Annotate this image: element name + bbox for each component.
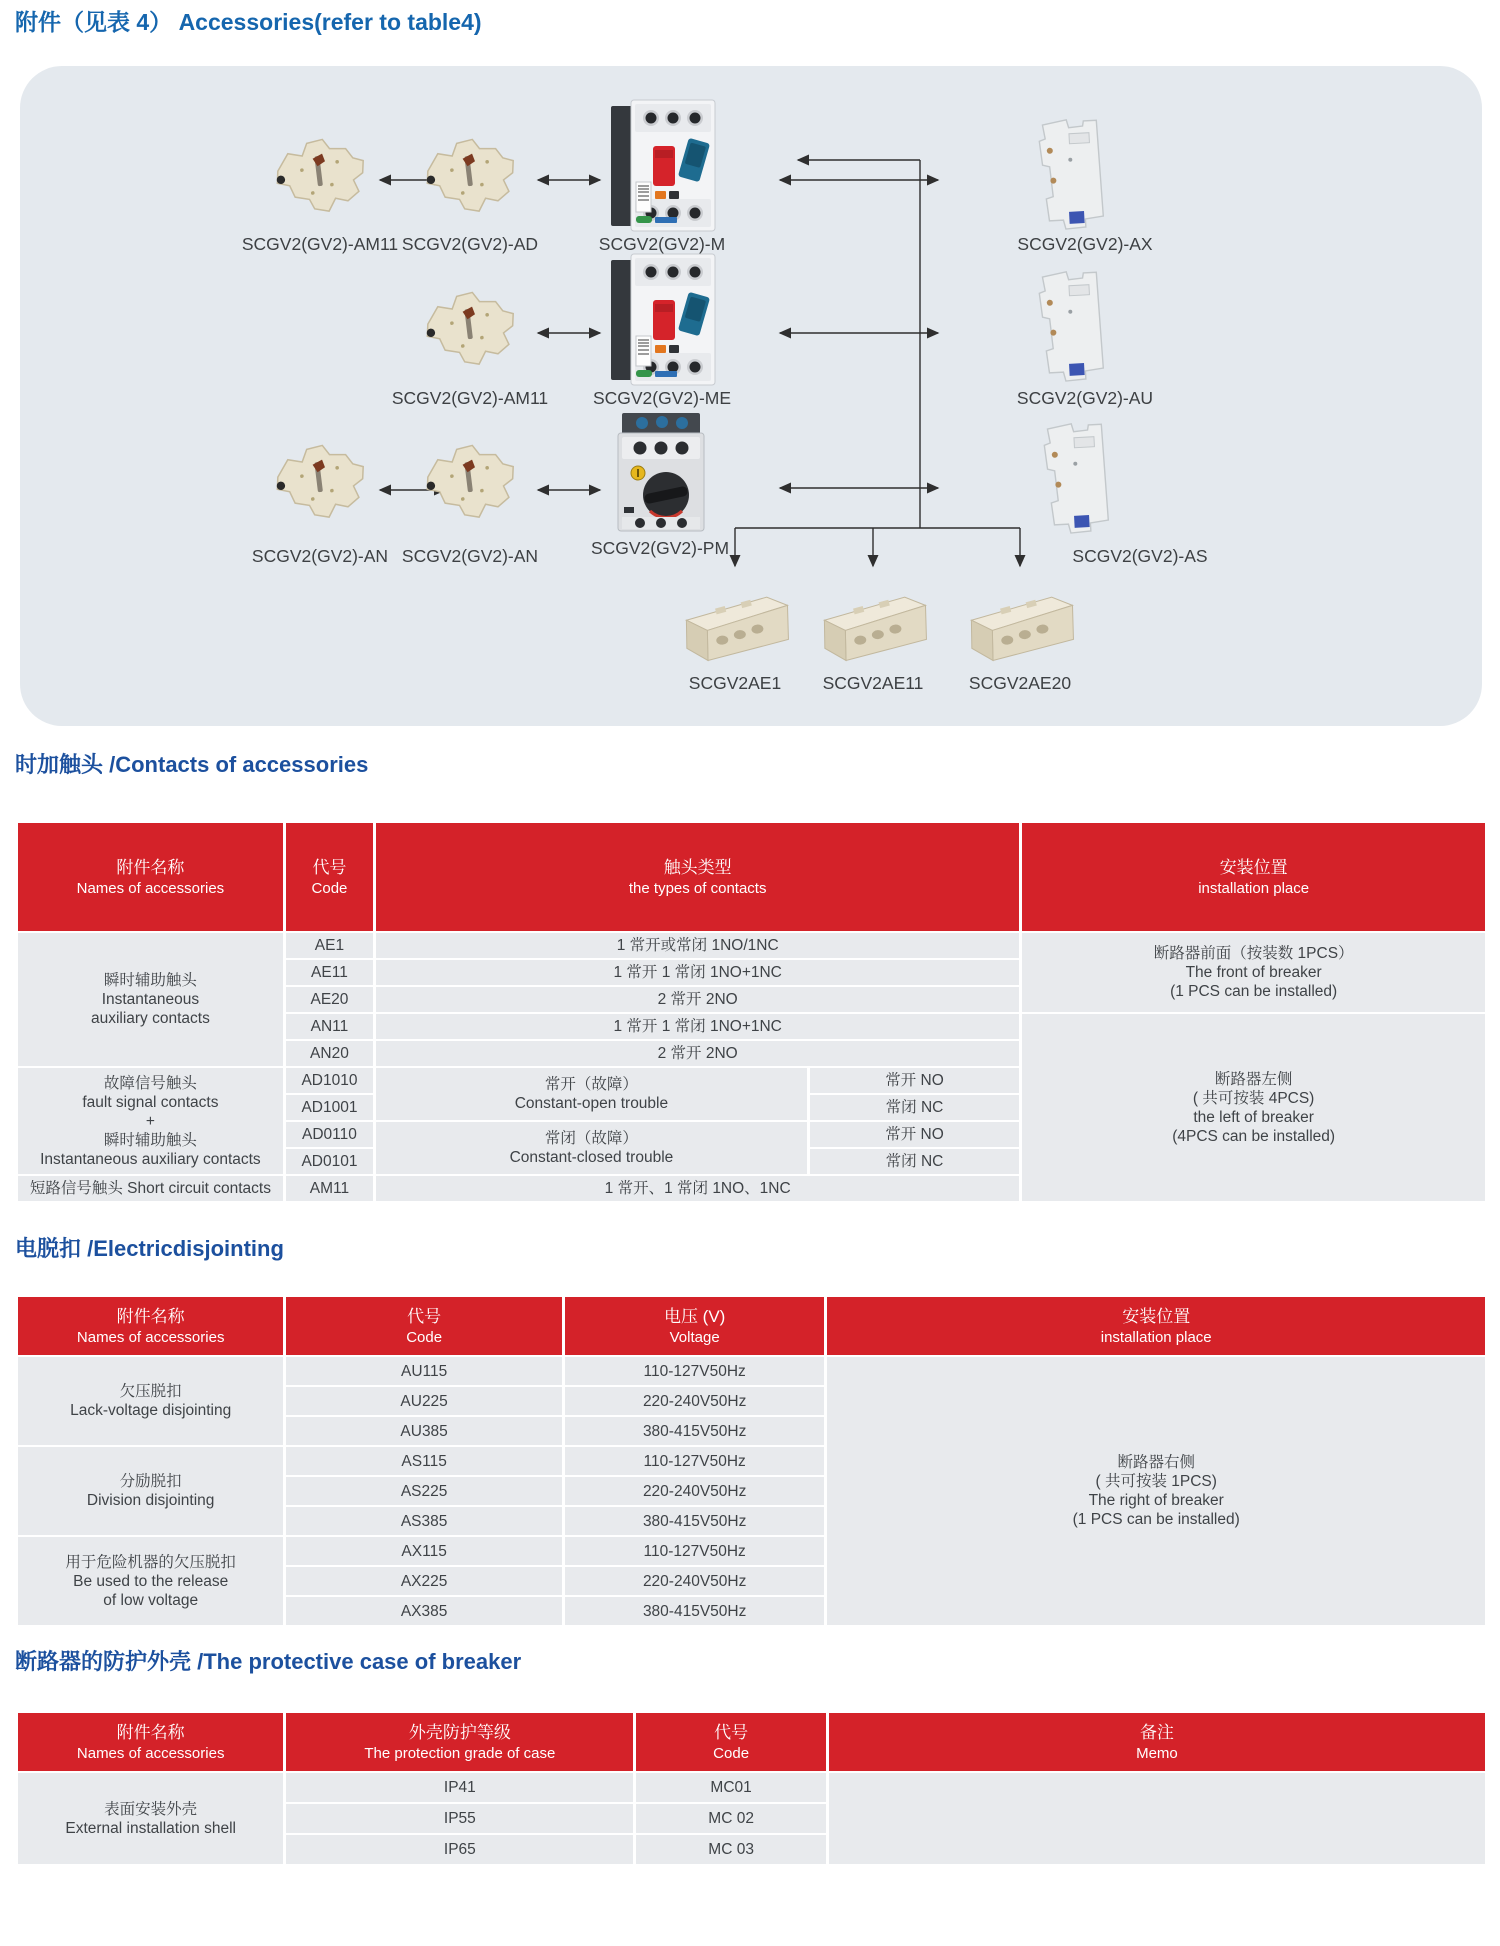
contact-type-cell: 常开 NO: [810, 1068, 1020, 1093]
code-cell: AN11: [286, 1014, 373, 1039]
column-header: 附件名称 Names of accessories: [18, 823, 283, 931]
code-cell: AM11: [286, 1176, 373, 1201]
device-label: SCGV2AE1: [688, 673, 782, 693]
device-scgv2-an-1: [261, 434, 379, 534]
device-scgv2-am11-row1: [261, 128, 379, 228]
voltage-cell: 110-127V50Hz: [565, 1357, 825, 1385]
device-scgv2-an-2: [411, 434, 529, 534]
code-cell: AE11: [286, 960, 373, 985]
accessory-name-cell: 分励脱扣 Division disjointing: [18, 1447, 283, 1535]
voltage-cell: 220-240V50Hz: [565, 1477, 825, 1505]
device-label: SCGV2(GV2)-AS: [1072, 546, 1208, 566]
contact-type-cell: 1 常开、1 常闭 1NO、1NC: [376, 1176, 1019, 1201]
contact-type-cell: 常开 NO: [810, 1122, 1020, 1147]
code-cell: AS225: [286, 1477, 562, 1505]
code-cell: AU385: [286, 1417, 562, 1445]
device-label: SCGV2AE11: [822, 673, 924, 693]
column-header: 电压 (V) Voltage: [565, 1297, 825, 1355]
code-cell: AE20: [286, 987, 373, 1012]
device-label: SCGV2(GV2)-PM: [590, 538, 730, 558]
device-scgv2ae20: [958, 586, 1083, 664]
voltage-cell: 220-240V50Hz: [565, 1387, 825, 1415]
code-cell: AU225: [286, 1387, 562, 1415]
code-cell: AE1: [286, 933, 373, 958]
section-title: 断路器的防护外壳 /The protective case of breaker: [15, 1649, 522, 1674]
contact-type-cell: 常闭 NC: [810, 1149, 1020, 1174]
code-cell: AX115: [286, 1537, 562, 1565]
installation-place-cell: 断路器前面（按装数 1PCS） The front of breaker (1 PCS can be installed): [1022, 933, 1485, 1012]
code-cell: MC01: [636, 1773, 826, 1802]
column-header: 代号 Code: [636, 1713, 826, 1771]
voltage-cell: 380-415V50Hz: [565, 1507, 825, 1535]
grade-cell: IP55: [286, 1804, 633, 1833]
device-scgv2-ad: [411, 128, 529, 228]
code-cell: AX385: [286, 1597, 562, 1625]
column-header: 触头类型 the types of contacts: [376, 823, 1019, 931]
page-title: 附件（见表 4） Accessories(refer to table4): [15, 9, 482, 35]
code-cell: MC 03: [636, 1835, 826, 1864]
voltage-cell: 110-127V50Hz: [565, 1537, 825, 1565]
contact-type-cell: 2 常开 2NO: [376, 987, 1019, 1012]
device-label: SCGV2(GV2)-AM11: [241, 234, 399, 254]
device-scgv2-pm: [608, 411, 713, 536]
accessories-diagram: [20, 66, 1482, 726]
code-cell: AU115: [286, 1357, 562, 1385]
accessory-name-cell: 用于危险机器的欠压脱扣 Be used to the release of low voltage: [18, 1537, 283, 1625]
device-label: SCGV2(GV2)-ME: [592, 388, 732, 408]
column-header: 外壳防护等级 The protection grade of case: [286, 1713, 633, 1771]
accessory-name-cell: 故障信号触头 fault signal contacts + 瞬时辅助触头 Instantaneous auxiliary contacts: [18, 1068, 283, 1174]
device-scgv2-as: [1024, 418, 1116, 536]
grade-cell: IP65: [286, 1835, 633, 1864]
column-header: 附件名称 Names of accessories: [18, 1297, 283, 1355]
accessory-name-cell: 瞬时辅助触头 Instantaneous auxiliary contacts: [18, 933, 283, 1066]
accessory-name-cell: 短路信号触头 Short circuit contacts: [18, 1176, 283, 1201]
column-header: 安装位置 installation place: [827, 1297, 1485, 1355]
device-label: SCGV2AE20: [968, 673, 1072, 693]
installation-place-cell: 断路器左侧 ( 共可按装 4PCS) the left of breaker (4PCS can be installed): [1022, 1014, 1485, 1201]
voltage-cell: 220-240V50Hz: [565, 1567, 825, 1595]
device-scgv2-me: [605, 252, 720, 387]
accessory-name-cell: 欠压脱扣 Lack-voltage disjointing: [18, 1357, 283, 1445]
voltage-cell: 110-127V50Hz: [565, 1447, 825, 1475]
grade-cell: IP41: [286, 1773, 633, 1802]
accessory-name-cell: 表面安装外壳 External installation shell: [18, 1773, 283, 1864]
contact-type-cell: 1 常开 1 常闭 1NO+1NC: [376, 960, 1019, 985]
code-cell: AS115: [286, 1447, 562, 1475]
column-header: 附件名称 Names of accessories: [18, 1713, 283, 1771]
device-scgv2-ax: [1019, 114, 1111, 232]
device-scgv2-am11-row2: [411, 281, 529, 381]
memo-cell: [829, 1773, 1485, 1864]
device-label: SCGV2(GV2)-AM11: [391, 388, 549, 408]
section-title: 时加触头 /Contacts of accessories: [15, 752, 369, 777]
contact-type-cell: 2 常开 2NO: [376, 1041, 1019, 1066]
contacts-table: [15, 821, 1488, 1203]
contact-type-cell: 常开（故障） Constant-open trouble: [376, 1068, 807, 1120]
voltage-cell: 380-415V50Hz: [565, 1597, 825, 1625]
code-cell: MC 02: [636, 1804, 826, 1833]
device-label: SCGV2(GV2)-AU: [1016, 388, 1154, 408]
device-label: SCGV2(GV2)-AN: [401, 546, 539, 566]
device-scgv2ae1: [673, 586, 798, 664]
protective-case-table: [15, 1711, 1488, 1866]
code-cell: AS385: [286, 1507, 562, 1535]
installation-place-cell: 断路器右侧 ( 共可按装 1PCS) The right of breaker (1 PCS can be installed): [827, 1357, 1485, 1625]
device-scgv2-m: [605, 98, 720, 233]
code-cell: AN20: [286, 1041, 373, 1066]
code-cell: AD1001: [286, 1095, 373, 1120]
device-label: SCGV2(GV2)-AN: [251, 546, 389, 566]
device-label: SCGV2(GV2)-M: [598, 234, 726, 254]
code-cell: AD0110: [286, 1122, 373, 1147]
voltage-cell: 380-415V50Hz: [565, 1417, 825, 1445]
contact-type-cell: 1 常开或常闭 1NO/1NC: [376, 933, 1019, 958]
device-scgv2-au: [1019, 266, 1111, 384]
column-header: 代号 Code: [286, 1297, 562, 1355]
device-scgv2ae11: [811, 586, 936, 664]
contact-type-cell: 常闭 NC: [810, 1095, 1020, 1120]
section-title: 电脱扣 /Electricdisjointing: [15, 1236, 284, 1261]
column-header: 安装位置 installation place: [1022, 823, 1485, 931]
device-label: SCGV2(GV2)-AX: [1017, 234, 1153, 254]
code-cell: AD1010: [286, 1068, 373, 1093]
contact-type-cell: 1 常开 1 常闭 1NO+1NC: [376, 1014, 1019, 1039]
disjointing-table: [15, 1295, 1488, 1627]
code-cell: AD0101: [286, 1149, 373, 1174]
device-label: SCGV2(GV2)-AD: [401, 234, 539, 254]
column-header: 备注 Memo: [829, 1713, 1485, 1771]
contact-type-cell: 常闭（故障） Constant-closed trouble: [376, 1122, 807, 1174]
code-cell: AX225: [286, 1567, 562, 1595]
column-header: 代号 Code: [286, 823, 373, 931]
